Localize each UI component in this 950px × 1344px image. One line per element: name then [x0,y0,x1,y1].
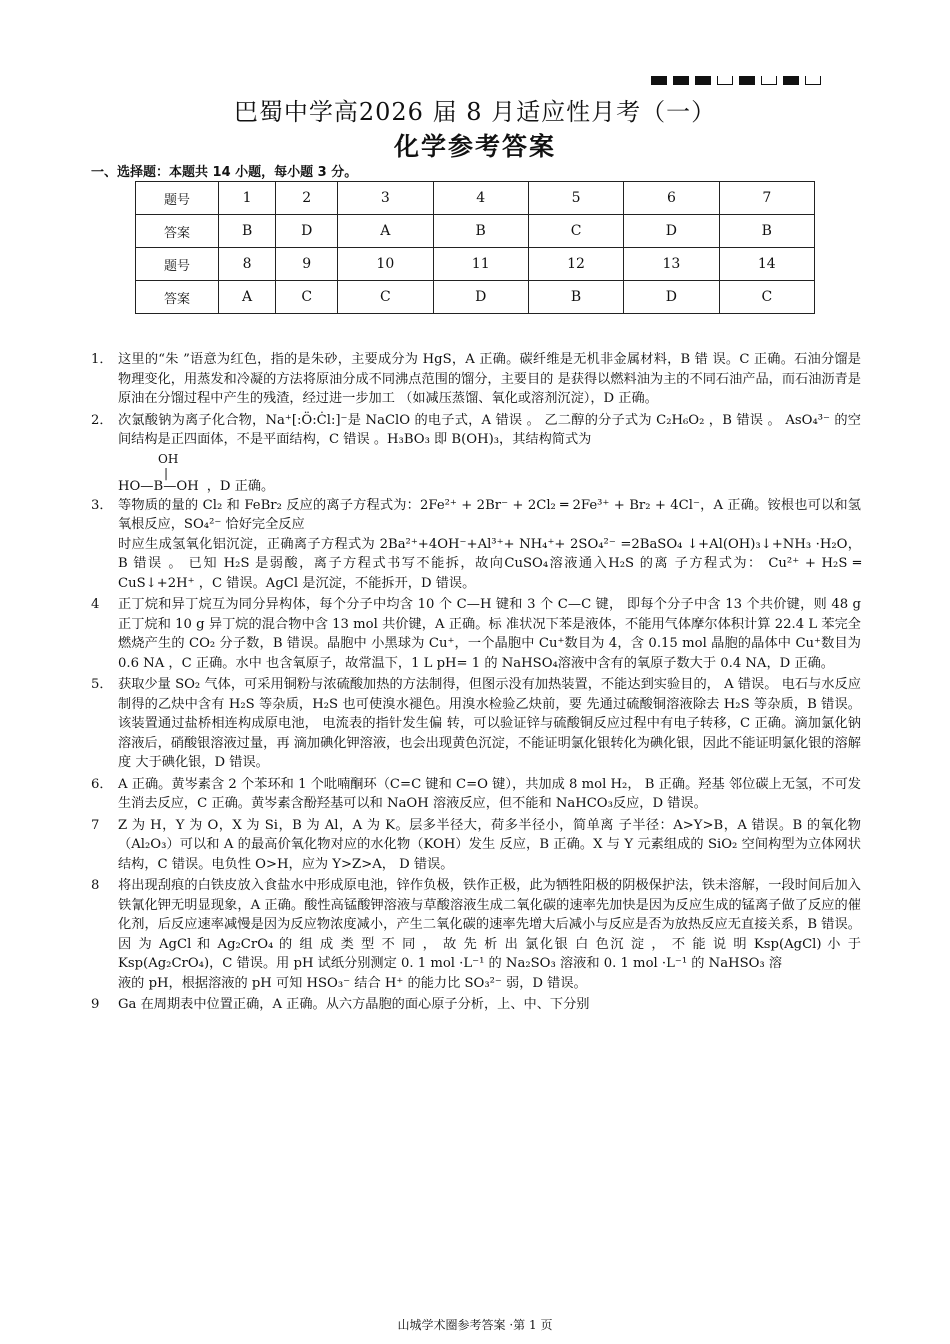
table-cell: 答案 [136,215,219,248]
table-cell: A [338,215,433,248]
explanation-item [91,496,861,594]
item-text: Ga 在周期表中位置正确，A 正确。从六方晶胞的面心原子分析，上、中、下分别 [118,997,590,1012]
explanation-item [91,876,861,993]
item-text: 等物质的量的 Cl₂ 和 FeBr₂ 反应的离子方程式为：2Fe²⁺ + 2Br⁻ + 2Cl₂ ═ 2Fe³⁺ + Br₂ + 4Cl⁻，A 正确。铵根也可以和氢氧根反应，SO₄²⁻ 恰好完全反应 [118,497,861,532]
table-row [136,281,815,314]
table-row [136,248,815,281]
open-block-mark [805,76,821,85]
explanation-item [91,595,861,673]
filled-block-mark [695,76,711,85]
table-cell: D [276,215,338,248]
item-number: 6． [91,776,113,792]
item-text: 这里的“朱 ”语意为红色，指的是朱砂，主要成分为 HgS，A 正确。碳纤维是无机非金属材料，B 错 误。C 正确。石油分馏是物理变化，用蒸发和冷凝的方法将原油分成不同沸点范围的馏分，主要目的 是获得以燃料油为主的不同石油产品，而石油沥青是原油在分馏过程中产生的残渣，经过进一步加工 （如减压蒸馏、氧化或溶剂沉淀），D 正确。 [118,352,861,406]
item-text: 将出现刮痕的白铁皮放入食盐水中形成原电池，锌作负极，铁作正极，此为牺牲阳极的阴极保护法，铁未溶解，一段时间后加入铁氰化钾无明显现象，A 正确。酸性高锰酸钾溶液与草酸溶液生成二氧化碳的速率先加快是因为反应生成的锰离子做了反应的催化剂，后反应速率减慢是因为反应物浓度减小，产生二氧化碳的速率先增大后减小与反应是否为放热反应无直接关系，B 错误。因 为 AgCl 和 Ag₂CrO₄ 的 组 成 类 型 不 同 ， 故 先 析 出 氯化银 白 色沉 淀 ， 不 能 说 明 Ksp(AgCl) 小 于 Ksp(Ag₂CrO₄)，C 错误。用 pH 试纸分别测定 0. 1 mol ·L⁻¹ 的 Na₂SO₃ 溶液和 0. 1 mol ·L⁻¹ 的 NaHSO₃ 溶 [118,878,861,971]
header-marks [651,76,821,85]
item-number: 3． [91,497,113,513]
item-text-end: ，D 正确。 [206,478,275,494]
table-cell: 6 [624,182,719,215]
item-number: 7 [91,817,100,833]
open-block-mark [761,76,777,85]
structure-top: OH [158,451,179,466]
filled-block-mark [739,76,755,85]
table-cell: 答案 [136,281,219,314]
item-text: 正丁烷和异丁烷互为同分异构体，每个分子中均含 10 个 C—H 键和 3 个 C—C 键， 即每个分子中含 13 个共价键，则 48 g 正丁烷和 10 g 异丁烷的混合物中含 13 mol 共价键，A 正确。标 准状况下苯是液体，不能用气体摩尔体积计算 22.4 L 苯完全燃烧产生的 CO₂ 分子数，B 错误。晶胞中 小黑球为 Cu⁺，一个晶胞中 Cu⁺数目为 4，含 0.15 mol 晶胞的晶体中 Cu⁺数目为 0.6 NA ，C 正确。水中 也含氧原子，故常温下，1 L pH= 1 的 NaHSO₄溶液中含有的氧原子数大于 0.4 NA，D 正确。 [118,597,861,671]
item-text: Z 为 H，Y 为 O，X 为 Si，B 为 Al，A 为 K。层多半径大，荷多半径小，简单离 子半径：A>Y>B，A 错误。B 的氧化物（Al₂O₃）可以和 A 的最高价氧化物对应的水化物（KOH）发生 反应，B 正确。X 与 Y 元素组成的 SiO₂ 空间构型为立体网状结构，C 错误。电负性 O>H，应为 Y>Z>A， D 错误。 [118,817,861,872]
table-cell: C [719,281,814,314]
explanation-item [91,775,861,814]
explanations [91,350,861,1017]
table-cell: A [219,281,276,314]
page-title: 巴蜀中学高2026 届 8 月适应性月考（一） [233,98,717,126]
item-number: 4 [91,597,100,612]
item-text: 时应生成氢氧化铝沉淀，正确离子方程式为 2Ba²⁺+4OH⁻+Al³⁺+ NH₄⁺+ 2SO₄²⁻ =2BaSO₄ ↓+Al(OH)₃↓+NH₃ ·H₂O，B 错误 。 已知 H₂S 是弱酸，离子方程式书写不能拆，故向CuSO₄溶液通入H₂S 的离 子方程式为： Cu²⁺ + H₂S ═ CuS↓+2H⁺ ，C 错误。AgCl 是沉淀，不能拆开，D 错误。 [118,536,861,591]
item-number: 9 [91,997,100,1012]
table-cell: 4 [433,182,528,215]
table-row [136,215,815,248]
table-cell: B [528,281,623,314]
item-number: 5． [91,677,113,692]
table-row [136,182,815,215]
table-cell: D [624,281,719,314]
table-cell: 题号 [136,248,219,281]
table-cell: 7 [719,182,814,215]
table-cell: C [528,215,623,248]
item-text: 液的 pH，根据溶液的 pH 可知 HSO₃⁻ 结合 H⁺ 的能力比 SO₃²⁻ 弱，D 错误。 [118,975,587,991]
table-cell: 11 [433,248,528,281]
item-text: 次氯酸钠为离子化合物，Na⁺[:Ö:Ċl:]⁻是 NaClO 的电子式，A 错误 。 乙二醇的分子式为 C₂H₆O₂ ，B 错误 。 AsO₄³⁻ 的空间结构是正四面体，不是平面结构，C 错误 。H₃BO₃ 即 B(OH)₃，其结构简式为 [118,412,861,447]
table-cell: 8 [219,248,276,281]
table-cell: 9 [276,248,338,281]
table-cell: 3 [338,182,433,215]
structure-bond: | [164,465,169,480]
item-number: 1． [91,352,113,367]
table-cell: 1 [219,182,276,215]
page-footer: 山城学术圈参考答案 ·第 1 页 [397,1318,553,1332]
item-text: 获取少量 SO₂ 气体，可采用铜粉与浓硫酸加热的方法制得，但图示没有加热装置，不能达到实验目的， A 错误。 电石与水反应制得的乙炔中含有 H₂S 等杂质，H₂S 也可使溴水褪色。用溴水检验乙炔前，要 先通过硫酸铜溶液除去 H₂S 等杂质，B 错误。该装置通过盐桥相连构成原电池， 电流表的指针发生偏 转，可以验证锌与硫酸铜反应过程中有电子转移，C 正确。滴加氯化钠溶液后，硝酸银溶液过量，再 滴加碘化钾溶液，也会出现黄色沉淀，不能证明氯化银转化为碘化银，因此不能证明氯化银的溶解度 大于碘化银，D 错误。 [118,677,861,770]
table-cell: C [338,281,433,314]
table-cell: 5 [528,182,623,215]
table-cell: B [719,215,814,248]
explanation-item [91,411,861,494]
section-heading: 一、选择题：本题共 14 小题，每小题 3 分。 [91,165,358,180]
open-block-mark [717,76,733,85]
filled-block-mark [651,76,667,85]
explanation-item [91,995,861,1015]
table-cell: D [433,281,528,314]
explanation-item [91,350,861,409]
structure-bottom: HO—B—OH [118,478,199,494]
table-cell: B [219,215,276,248]
item-number: 8 [91,878,100,893]
table-cell: 10 [338,248,433,281]
filled-block-mark [673,76,689,85]
item-number: 2． [91,412,113,428]
answer-table [135,181,815,314]
table-cell: 14 [719,248,814,281]
table-cell: 2 [276,182,338,215]
filled-block-mark [783,76,799,85]
table-cell: 13 [624,248,719,281]
item-text: A 正确。黄岑素含 2 个苯环和 1 个吡喃酮环（C=C 键和 C=O 键），共加成 8 mol H₂， B 正确。羟基 邻位碳上无氢，不可发生消去反应，C 正确。黄岑素含酚羟基可以和 NaOH 溶液反应，但不能和 NaHCO₃反应，D 错误。 [118,776,861,811]
table-cell: 12 [528,248,623,281]
table-cell: D [624,215,719,248]
page-subtitle: 化学参考答案 [393,132,556,161]
explanation-item [91,816,861,875]
boric-acid-structure [118,452,861,494]
table-cell: C [276,281,338,314]
explanation-item [91,675,861,773]
table-cell: 题号 [136,182,219,215]
table-cell: B [433,215,528,248]
